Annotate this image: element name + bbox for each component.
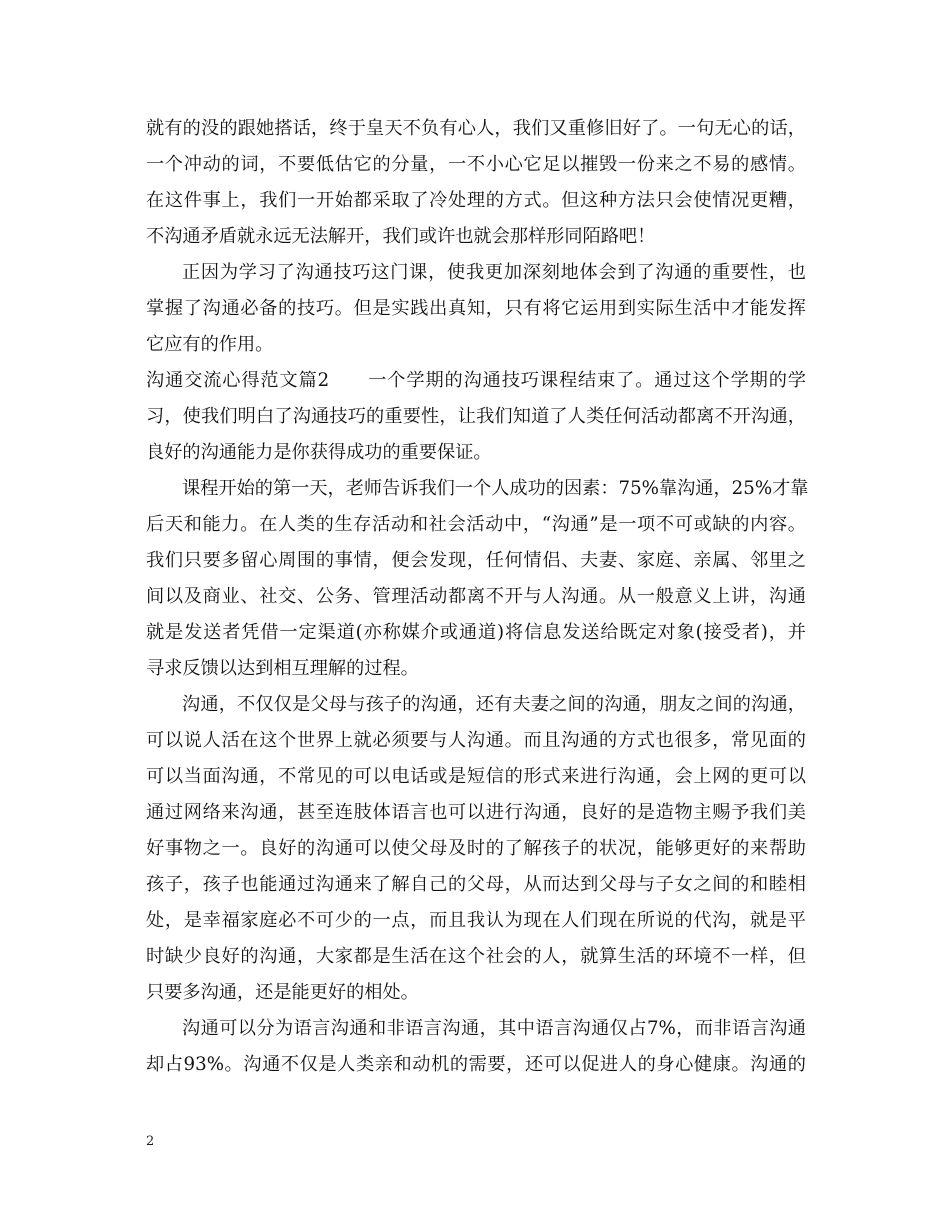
section-heading-line: 沟通交流心得范文篇2 一个学期的沟通技巧课程结束了。通过这个学期的学	[146, 370, 806, 391]
text-line: 好事物之一。良好的沟通可以使父母及时的了解孩子的状况，能够更好的来帮助	[146, 838, 806, 859]
text-line: 习，使我们明白了沟通技巧的重要性，让我们知道了人类任何活动都离不开沟通，	[146, 406, 806, 427]
text-line: 通过网络来沟通，甚至连肢体语言也可以进行沟通，良好的是造物主赐予我们美	[146, 802, 806, 823]
text-line: 一个冲动的词，不要低估它的分量，一不小心它足以摧毁一份来之不易的感情。	[146, 154, 806, 175]
text-line: 后天和能力。在人类的生存活动和社会活动中，“沟通”是一项不可或缺的内容。	[146, 514, 806, 535]
page-number: 2	[146, 1134, 155, 1149]
text-line: 在这件事上，我们一开始都采取了冷处理的方式。但这种方法只会使情况更糟，	[146, 190, 806, 211]
text-line: 孩子，孩子也能通过沟通来了解自己的父母，从而达到父母与子女之间的和睦相	[146, 874, 806, 895]
text-line: 沟通，不仅仅是父母与孩子的沟通，还有夫妻之间的沟通，朋友之间的沟通，	[182, 694, 806, 715]
text-line: 良好的沟通能力是你获得成功的重要保证。	[146, 442, 492, 463]
text-line: 处，是幸福家庭必不可少的一点，而且我认为现在人们现在所说的代沟，就是平	[146, 910, 806, 931]
text-line: 间以及商业、社交、公务、管理活动都离不开与人沟通。从一般意义上讲，沟通	[146, 586, 806, 607]
text-line: 只要多沟通，还是能更好的相处。	[146, 982, 419, 1003]
text-line: 沟通可以分为语言沟通和非语言沟通，其中语言沟通仅占7%，而非语言沟通	[182, 1018, 806, 1039]
text-line: 时缺少良好的沟通，大家都是生活在这个社会的人，就算生活的环境不一样，但	[146, 946, 806, 967]
text-line: 可以说人活在这个世界上就必须要与人沟通。而且沟通的方式也很多，常见面的	[146, 730, 806, 751]
text-line: 却占93%。沟通不仅是人类亲和动机的需要，还可以促进人的身心健康。沟通的	[146, 1054, 806, 1075]
text-line: 就是发送者凭借一定渠道(亦称媒介或通道)将信息发送给既定对象(接受者)，并	[146, 622, 806, 643]
text-line: 就有的没的跟她搭话，终于皇天不负有心人，我们又重修旧好了。一句无心的话，	[146, 118, 806, 139]
text-line: 可以当面沟通，不常见的可以电话或是短信的形式来进行沟通，会上网的更可以	[146, 766, 806, 787]
text-line: 正因为学习了沟通技巧这门课，使我更加深刻地体会到了沟通的重要性，也	[182, 262, 806, 283]
text-line: 它应有的作用。	[146, 334, 274, 355]
text-line: 课程开始的第一天，老师告诉我们一个人成功的因素：75%靠沟通，25%才靠	[182, 478, 809, 499]
text-line: 不沟通矛盾就永远无法解开，我们或许也就会那样形同陌路吧！	[146, 226, 656, 247]
text-line: 掌握了沟通必备的技巧。但是实践出真知，只有将它运用到实际生活中才能发挥	[146, 298, 806, 319]
text-line: 我们只要多留心周围的事情，便会发现，任何情侣、夫妻、家庭、亲属、邻里之	[146, 550, 806, 571]
text-line: 寻求反馈以达到相互理解的过程。	[146, 658, 419, 679]
